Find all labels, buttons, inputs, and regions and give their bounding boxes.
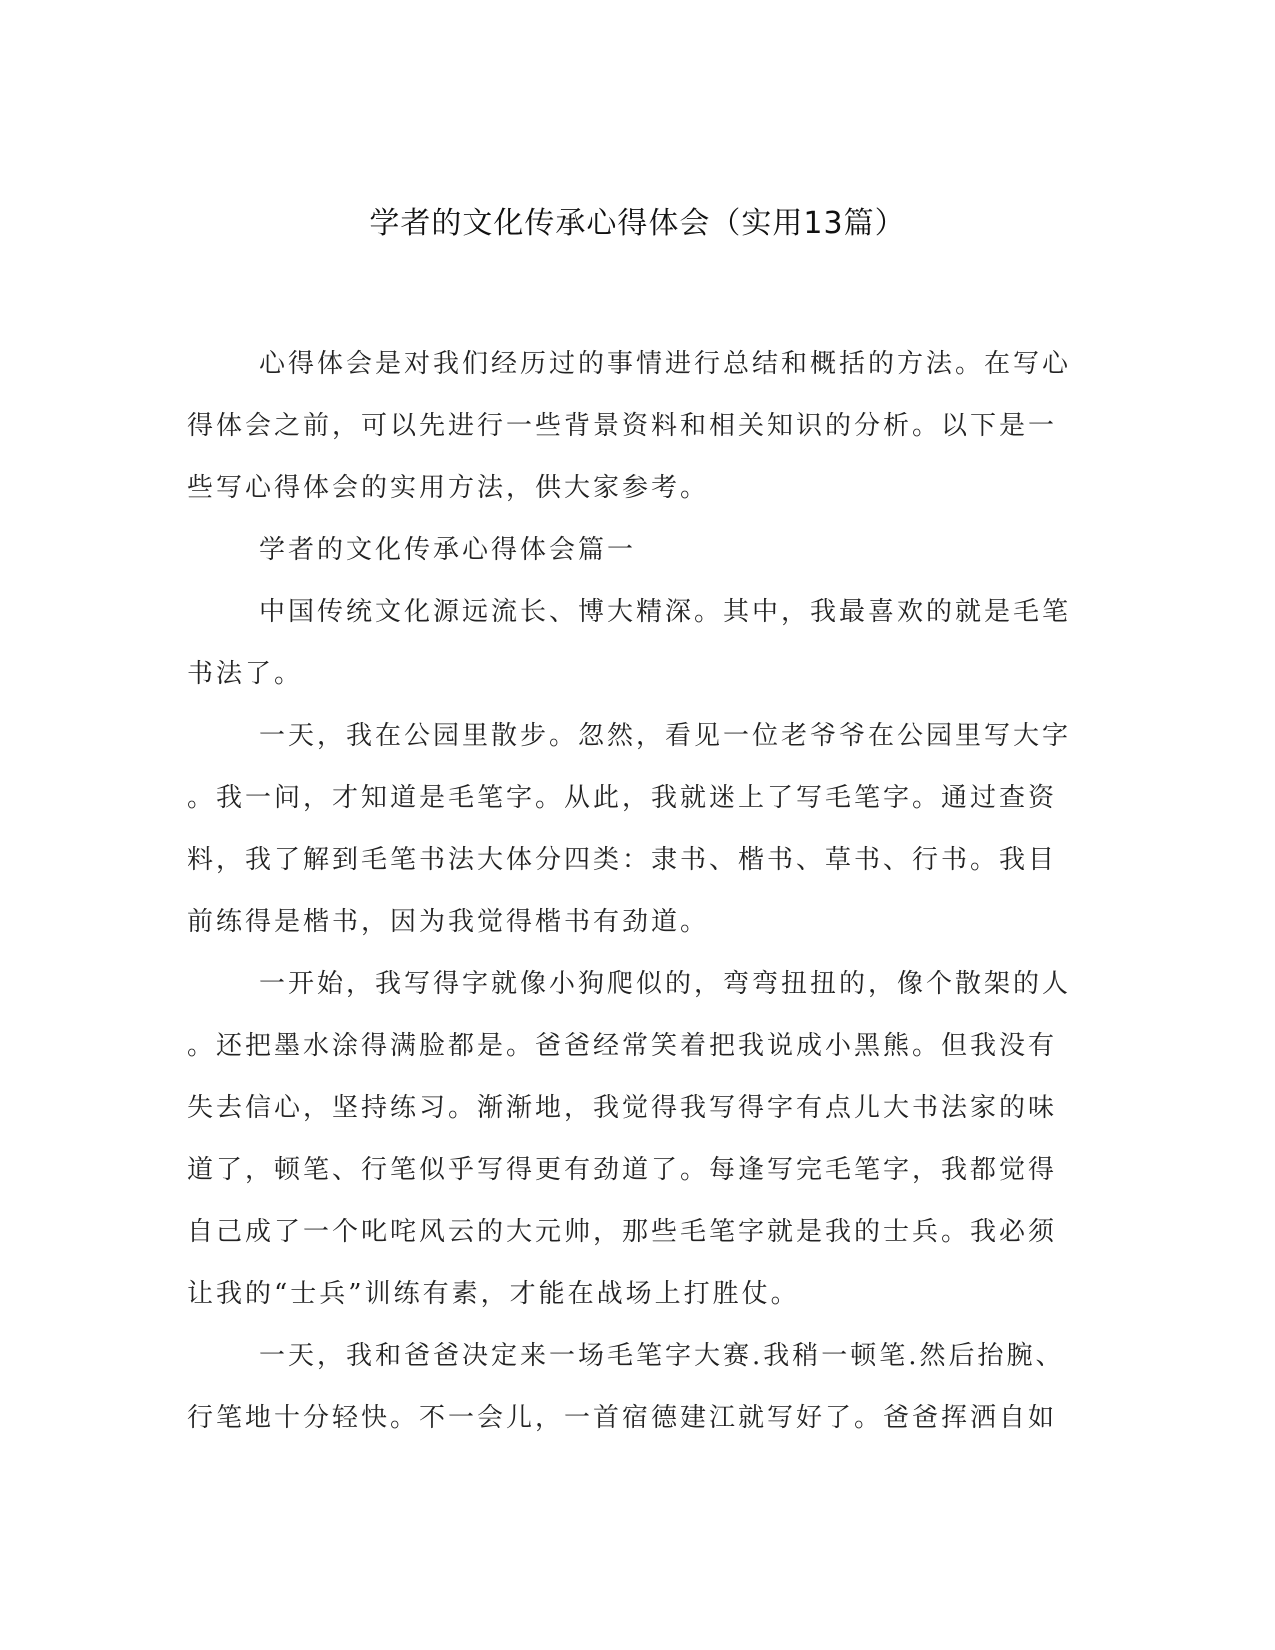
paragraph-line: 前练得是楷书，因为我觉得楷书有劲道。 [187,907,710,937]
paragraph-line: 心得体会是对我们经历过的事情进行总结和概括的方法。在写心 [259,349,1072,379]
paragraph-line: 行笔地十分轻快。不一会儿，一首宿德建江就写好了。爸爸挥洒自如 [187,1403,1058,1433]
paragraph-line: 一开始，我写得字就像小狗爬似的，弯弯扭扭的，像个散架的人 [259,969,1072,999]
paragraph-line: 让我的“士兵”训练有素，才能在战场上打胜仗。 [187,1279,800,1309]
paragraph-line: 书法了。 [187,659,304,689]
document-body [187,333,1072,1449]
paragraph-line: 自己成了一个叱咤风云的大元帅，那些毛笔字就是我的士兵。我必须 [187,1217,1058,1247]
paragraph-line: 。还把墨水涂得满脸都是。爸爸经常笑着把我说成小黑熊。但我没有 [187,1031,1058,1061]
section-heading: 学者的文化传承心得体会篇一 [259,535,637,565]
paragraph-line: 失去信心，坚持练习。渐渐地，我觉得我写得字有点儿大书法家的味 [187,1093,1058,1123]
paragraph-line: 得体会之前，可以先进行一些背景资料和相关知识的分析。以下是一 [187,411,1058,441]
paragraph-line: 道了，顿笔、行笔似乎写得更有劲道了。每逢写完毛笔字，我都觉得 [187,1155,1058,1185]
paragraph-line: 一天，我在公园里散步。忽然，看见一位老爷爷在公园里写大字 [259,721,1072,751]
paragraph-line: 些写心得体会的实用方法，供大家参考。 [187,473,710,503]
document-title: 学者的文化传承心得体会（实用13篇） [369,206,906,241]
paragraph-line: 中国传统文化源远流长、博大精深。其中，我最喜欢的就是毛笔 [259,597,1072,627]
paragraph-line: 。我一问，才知道是毛笔字。从此，我就迷上了写毛笔字。通过查资 [187,783,1058,813]
paragraph-line: 一天，我和爸爸决定来一场毛笔字大赛.我稍一顿笔.然后抬腕、 [259,1341,1065,1371]
paragraph-line: 料，我了解到毛笔书法大体分四类：隶书、楷书、草书、行书。我目 [187,845,1058,875]
